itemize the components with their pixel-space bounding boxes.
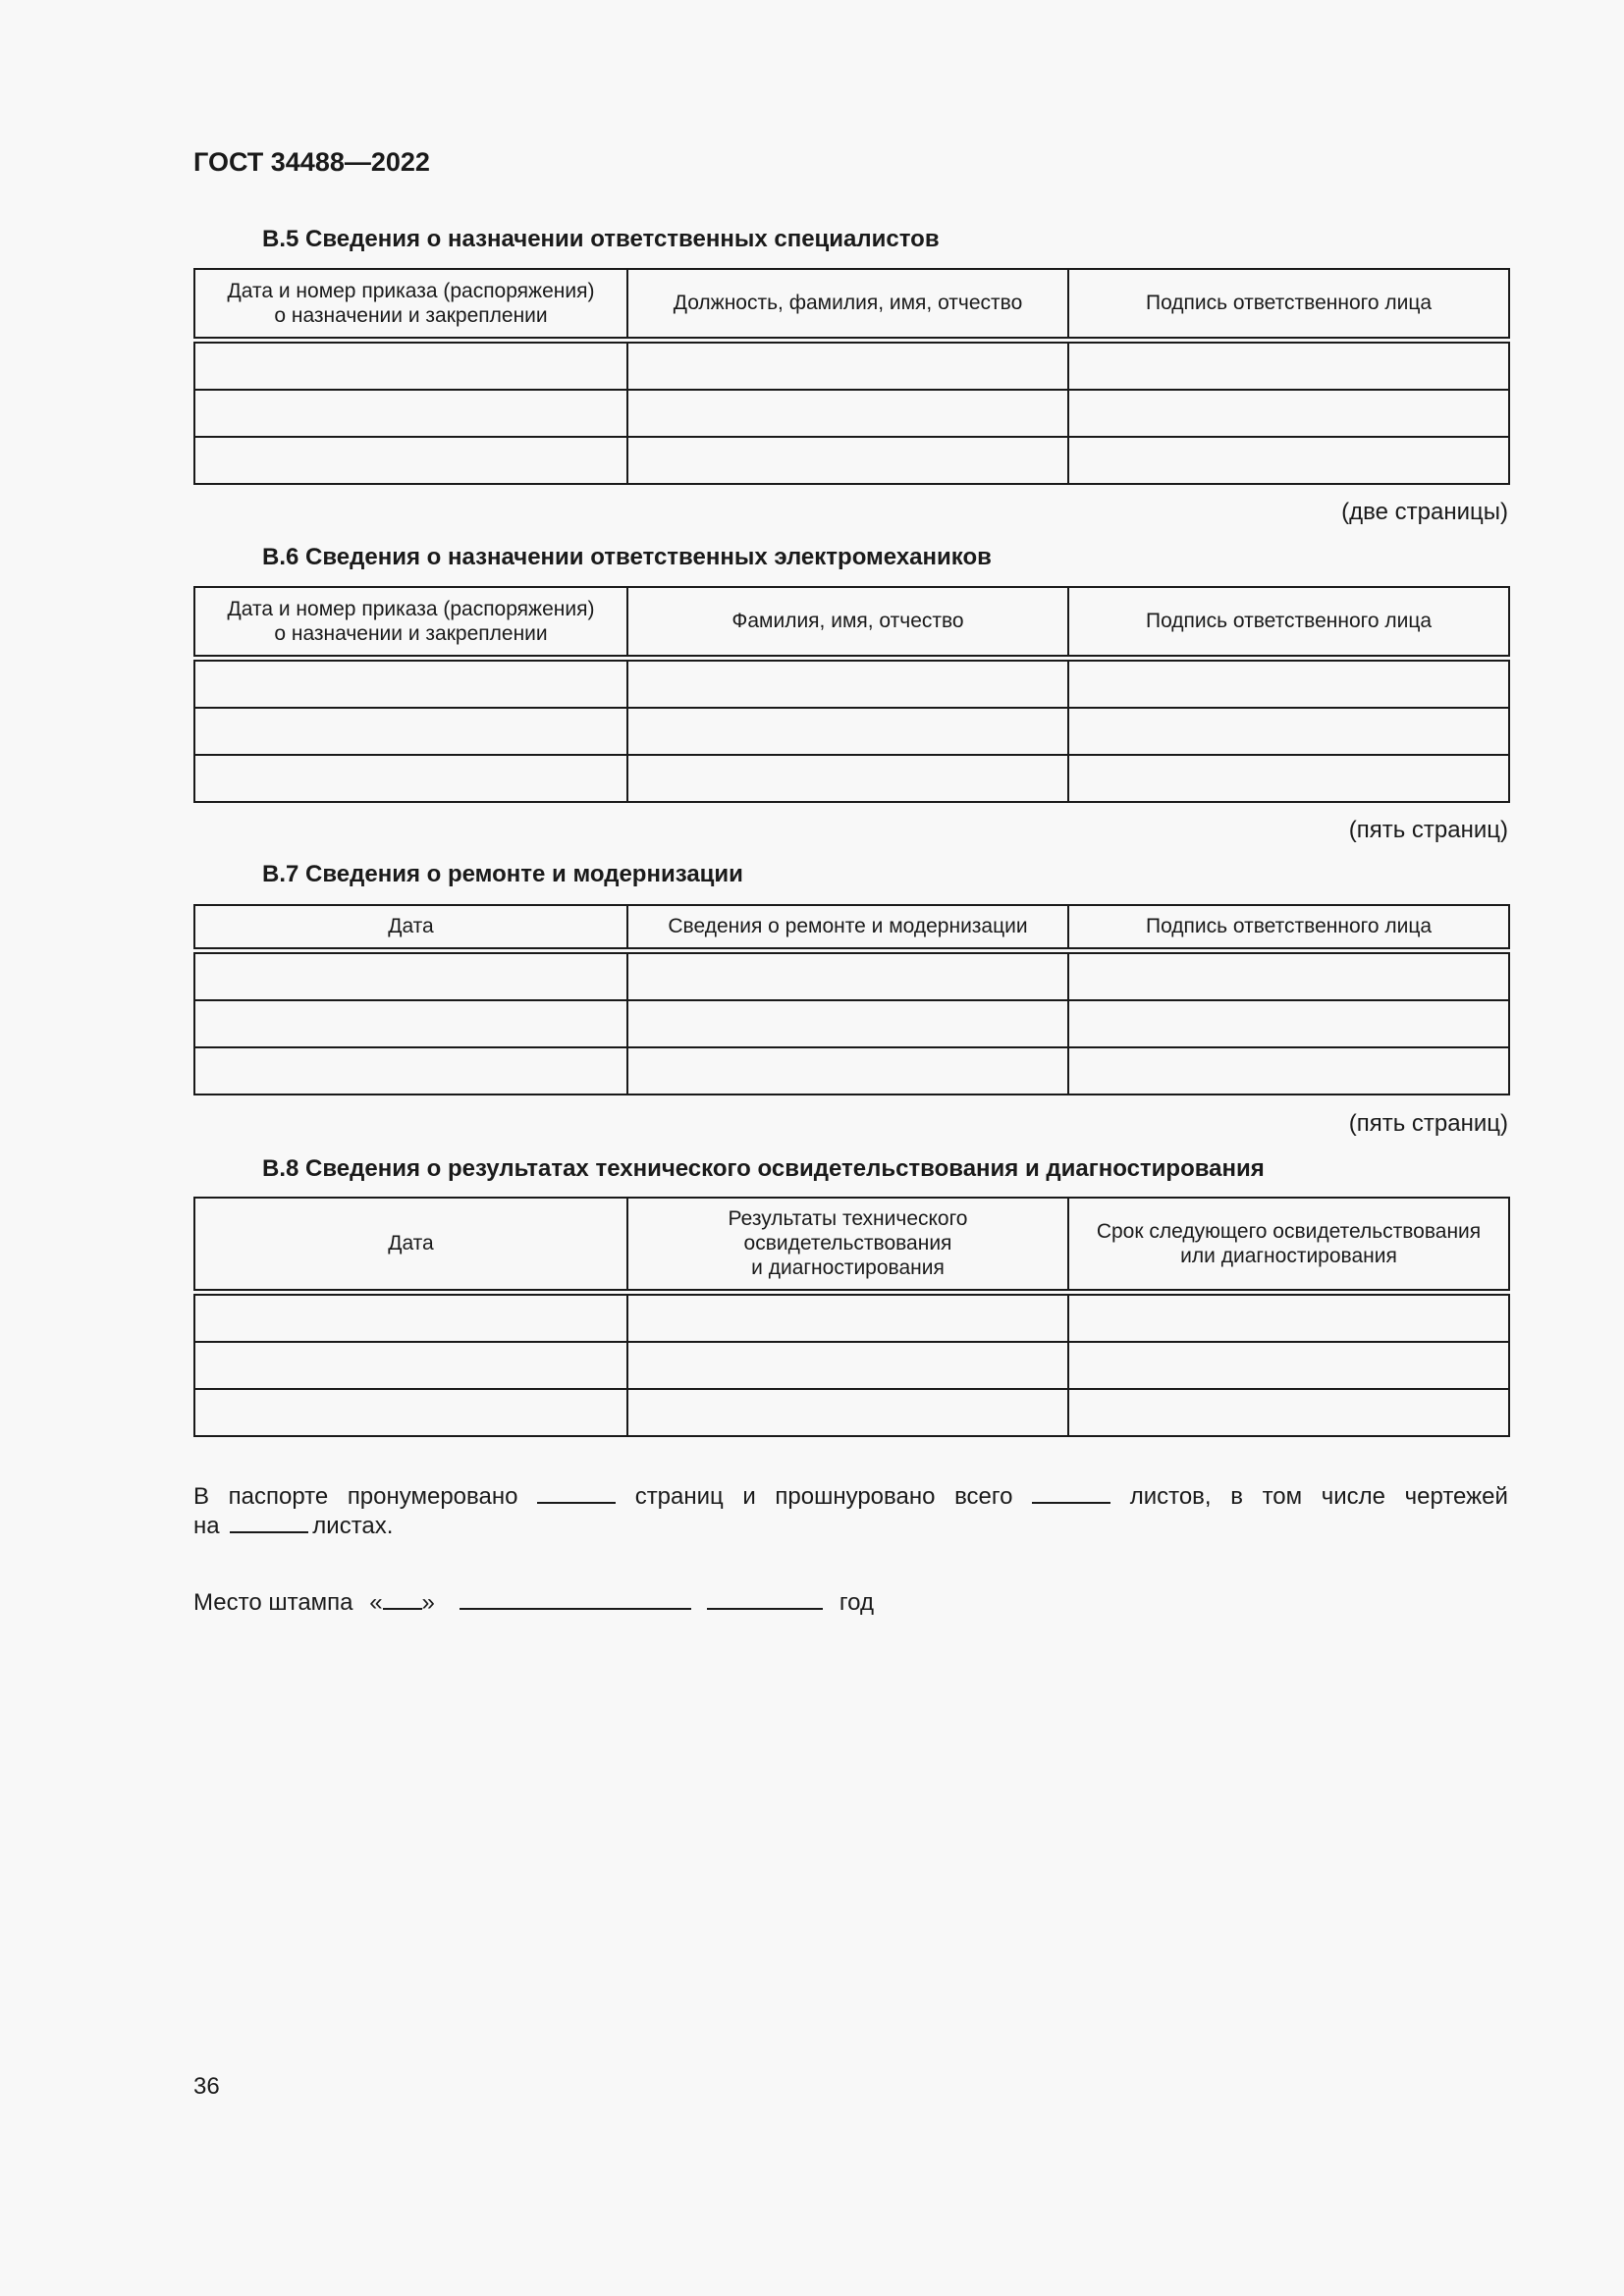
page-count-note-b5: (две страницы) [1341,499,1508,525]
page-number: 36 [193,2073,220,2100]
table-cell[interactable] [1068,1047,1509,1095]
column-header: Подпись ответственного лица [1068,905,1509,950]
table-b6 [193,586,1510,803]
table-cell[interactable] [194,1342,627,1389]
word: том [1262,1483,1303,1510]
table-cell[interactable] [1068,1292,1509,1342]
table-cell[interactable] [194,1292,627,1342]
drawing-sheets-blank[interactable] [230,1512,308,1533]
word: листах. [312,1513,394,1539]
table-cell[interactable] [1068,437,1509,484]
table-cell[interactable] [627,437,1068,484]
stamp-label: Место штампа [193,1589,353,1616]
document-header: ГОСТ 34488—2022 [193,147,430,177]
table-cell[interactable] [627,1342,1068,1389]
table-cell[interactable] [194,658,627,708]
table-cell[interactable] [1068,755,1509,802]
word: числе [1321,1483,1386,1510]
stamp-year-blank[interactable] [707,1588,823,1610]
open-quote: « [369,1589,383,1616]
section-title-b6: В.6 Сведения о назначении ответственных электромехаников [262,544,992,570]
word: всего [954,1483,1013,1510]
table-b8 [193,1197,1510,1437]
table-cell[interactable] [194,1000,627,1047]
table-cell[interactable] [194,1389,627,1436]
section-title-b8: В.8 Сведения о результатах технического освидетельствования и диагностирования [262,1155,1265,1182]
binding-statement [193,1482,1508,1541]
table-cell[interactable] [627,708,1068,755]
table-b5 [193,268,1510,485]
page-count-note-b7: (пять страниц) [1348,1110,1508,1137]
table-cell[interactable] [1068,1389,1509,1436]
word: на [193,1513,220,1539]
word: пронумеровано [347,1483,518,1510]
table-cell[interactable] [627,950,1068,1000]
column-header: Должность, фамилия, имя, отчество [627,269,1068,340]
column-header: Сведения о ремонте и модернизации [627,905,1068,950]
table-cell[interactable] [627,340,1068,390]
table-b7 [193,904,1510,1095]
table-cell[interactable] [627,1389,1068,1436]
table-cell[interactable] [194,340,627,390]
table-cell[interactable] [194,1047,627,1095]
table-cell[interactable] [627,1292,1068,1342]
table-cell[interactable] [627,1047,1068,1095]
section-title-b5: В.5 Сведения о назначении ответственных специалистов [262,226,940,252]
table-cell[interactable] [194,755,627,802]
table-cell[interactable] [194,708,627,755]
table-cell[interactable] [627,658,1068,708]
column-header: Подпись ответственного лица [1068,587,1509,658]
column-header: Дата [194,905,627,950]
table-cell[interactable] [627,1000,1068,1047]
sheets-total-blank[interactable] [1032,1482,1110,1504]
table-cell[interactable] [194,437,627,484]
word: паспорте [228,1483,329,1510]
column-header: Фамилия, имя, отчество [627,587,1068,658]
column-header: Дата и номер приказа (распоряжения) о назначении и закреплении [194,269,627,340]
column-header: Срок следующего освидетельствования или диагностирования [1068,1198,1509,1292]
section-title-b7: В.7 Сведения о ремонте и модернизации [262,861,743,887]
table-cell[interactable] [1068,340,1509,390]
column-header: Дата и номер приказа (распоряжения) о назначении и закреплении [194,587,627,658]
table-cell[interactable] [627,755,1068,802]
table-cell[interactable] [194,390,627,437]
table-cell[interactable] [1068,1000,1509,1047]
stamp-line [193,1588,874,1617]
year-label: год [839,1589,874,1616]
table-cell[interactable] [1068,950,1509,1000]
stamp-day-blank[interactable] [383,1588,422,1610]
table-cell[interactable] [627,390,1068,437]
pages-numbered-blank[interactable] [537,1482,616,1504]
close-quote: » [421,1589,435,1616]
column-header: Подпись ответственного лица [1068,269,1509,340]
word: листов, [1129,1483,1212,1510]
page-count-note-b6: (пять страниц) [1348,817,1508,843]
word: чертежей [1404,1483,1508,1510]
table-cell[interactable] [1068,390,1509,437]
stamp-month-blank[interactable] [460,1588,691,1610]
table-cell[interactable] [194,950,627,1000]
table-cell[interactable] [1068,658,1509,708]
word: страниц [634,1483,724,1510]
word: и [742,1483,756,1510]
table-cell[interactable] [1068,708,1509,755]
word: в [1230,1483,1243,1510]
table-cell[interactable] [1068,1342,1509,1389]
word: В [193,1483,210,1510]
word: прошнуровано [775,1483,936,1510]
column-header: Дата [194,1198,627,1292]
column-header: Результаты технического освидетельствования и диагностирования [627,1198,1068,1292]
